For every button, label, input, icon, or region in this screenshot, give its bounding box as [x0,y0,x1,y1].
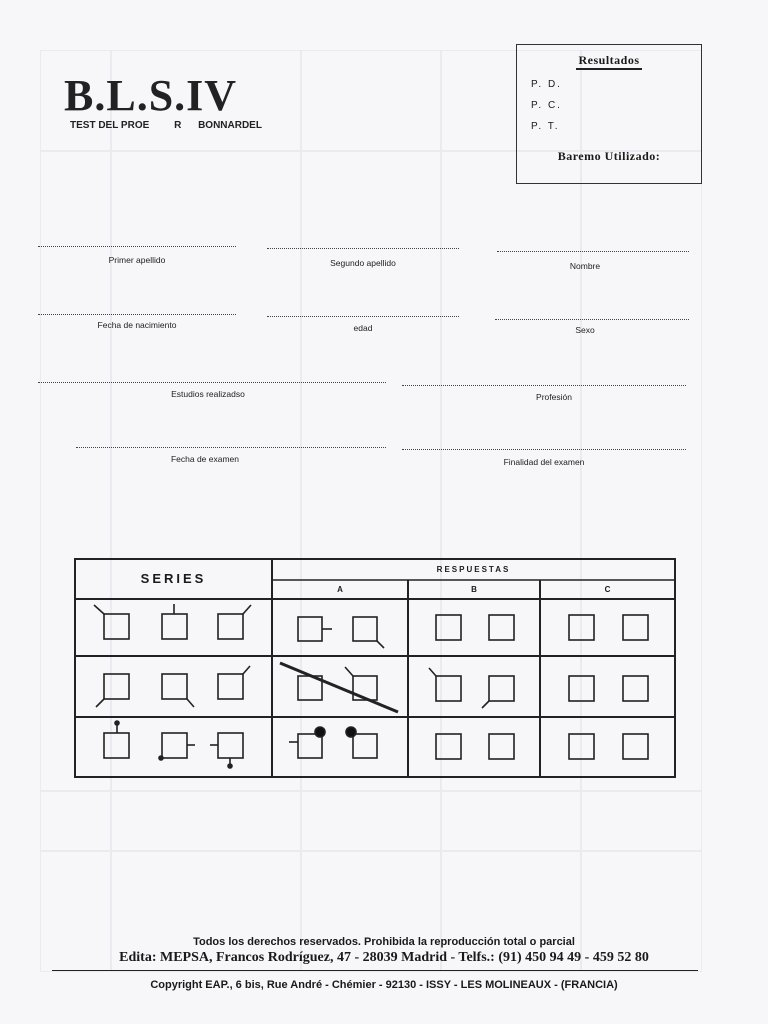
answer-r1-b-1[interactable] [436,615,461,640]
series-figure-r2-3 [218,666,250,699]
column-c-header: C [604,585,611,594]
respuestas-header: RESPUESTAS [436,565,511,574]
answer-r1-b-2[interactable] [489,615,514,640]
answer-r3-a-1[interactable] [289,727,325,758]
answer-r3-c-2[interactable] [623,734,648,759]
answer-r2-c-2[interactable] [623,676,648,701]
series-figure-r2-1 [96,674,129,707]
subtitle-part-3: BONNARDEL [198,120,262,131]
answer-r3-c-1[interactable] [569,734,594,759]
series-figure-r1-3 [218,605,251,639]
series-figure-r3-3 [210,733,243,768]
baremo-label: Baremo Utilizado: [557,149,661,163]
subtitle-part-1: TEST DEL PROE [70,120,150,131]
series-figure-r1-1 [94,605,129,639]
footer-divider [52,970,698,971]
footer-copyright: Copyright EAP., 6 bis, Rue André - Chémier - 92130 - ISSY - LES MOLINEAUX - (FRANCIA) [150,979,618,991]
column-a-header: A [337,585,343,594]
test-title: B.L.S.IV [64,71,238,120]
field-label-sexo: Sexo [575,325,595,335]
series-figure-r3-1 [104,721,129,758]
subtitle-part-2: R [174,120,182,131]
field-label-segundo-apellido: Segundo apellido [330,258,396,268]
result-pt: P. T. [531,121,560,132]
column-b-header: B [471,585,477,594]
result-pd: P. D. [531,79,562,90]
answer-r2-b-1[interactable] [429,668,461,701]
result-pc: P. C. [531,100,562,111]
field-label-edad: edad [353,323,373,333]
series-figure-r1-2 [162,604,187,639]
answer-r2-b-2[interactable] [482,676,514,708]
field-label-fecha-nacimiento: Fecha de nacimiento [97,320,177,330]
field-label-finalidad: Finalidad del examen [503,457,585,467]
answer-r3-a-2[interactable] [346,727,377,758]
answer-r2-c-1[interactable] [569,676,594,701]
footer-rights: Todos los derechos reservados. Prohibida la reproducción total o parcial [193,936,575,948]
answer-r1-c-2[interactable] [623,615,648,640]
results-title: Resultados [517,53,701,68]
answer-r1-c-1[interactable] [569,615,594,640]
field-label-primer-apellido: Primer apellido [108,255,166,265]
field-label-profesion: Profesión [536,392,572,402]
answer-r1-a-1[interactable] [298,617,332,641]
answer-r1-a-2[interactable] [353,617,384,648]
series-figure-r3-2 [159,733,195,760]
footer-publisher: Edita: MEPSA, Francos Rodríguez, 47 - 28039 Madrid - Telfs.: (91) 450 94 49 - 459 52 80 [119,950,649,965]
field-label-estudios: Estudios realizadso [171,389,245,399]
series-header: SERIES [140,571,207,586]
field-label-fecha-examen: Fecha de examen [170,454,240,464]
field-label-nombre: Nombre [569,261,601,271]
series-figure-r2-2 [162,674,194,707]
answer-r3-b-2[interactable] [489,734,514,759]
answer-r3-b-1[interactable] [436,734,461,759]
